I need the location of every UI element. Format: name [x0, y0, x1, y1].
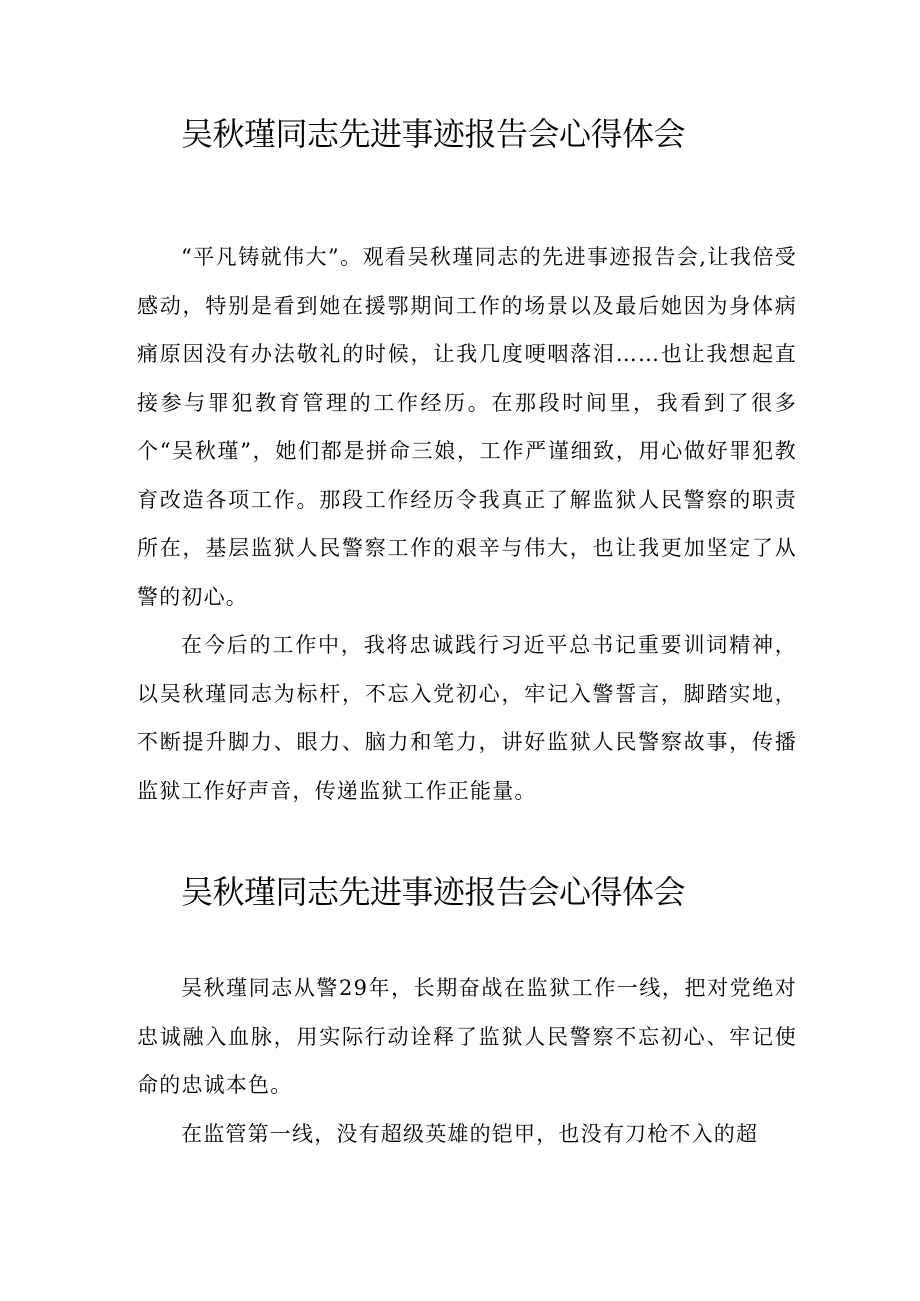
- article-title: 吴秋瑾同志先进事迹报告会心得体会: [181, 115, 686, 153]
- article-section-2: [137, 868, 797, 1158]
- article-title: 吴秋瑾同志先进事迹报告会心得体会: [181, 873, 686, 911]
- body-paragraph: 在监管第一线，没有超级英雄的铠甲，也没有刀枪不入的超: [181, 1121, 759, 1146]
- body-paragraph: 吴秋瑾同志从警29年，长期奋战在监狱工作一线，把对党绝对忠诚融入血脉，用实际行动诠释了监狱人民警察不忘初心、牢记使命的忠诚本色。: [137, 976, 797, 1097]
- body-paragraph: “平凡铸就伟大”。观看吴秋瑾同志的先进事迹报告会,让我倍受感动，特别是看到她在援鄂期间工作的场景以及最后她因为身体病痛原因没有办法敬礼的时候，让我几度哽咽落泪……也让我想起直接参与罪犯教育管理的工作经历。在那段时间里，我看到了很多个“吴秋瑾”，她们都是拼命三娘，工作严谨细致，用心做好罪犯教育改造各项工作。那段工作经历令我真正了解监狱人民警察的职责所在，基层监狱人民警察工作的艰辛与伟大，也让我更加坚定了从警的初心。: [137, 245, 797, 609]
- article-section-1: [137, 110, 797, 815]
- body-paragraph: 在今后的工作中，我将忠诚践行习近平总书记重要训词精神，以吴秋瑾同志为标杆，不忘入党初心，牢记入警誓言，脚踏实地，不断提升脚力、眼力、脑力和笔力，讲好监狱人民警察故事，传播监狱工作好声音，传递监狱工作正能量。: [137, 633, 797, 803]
